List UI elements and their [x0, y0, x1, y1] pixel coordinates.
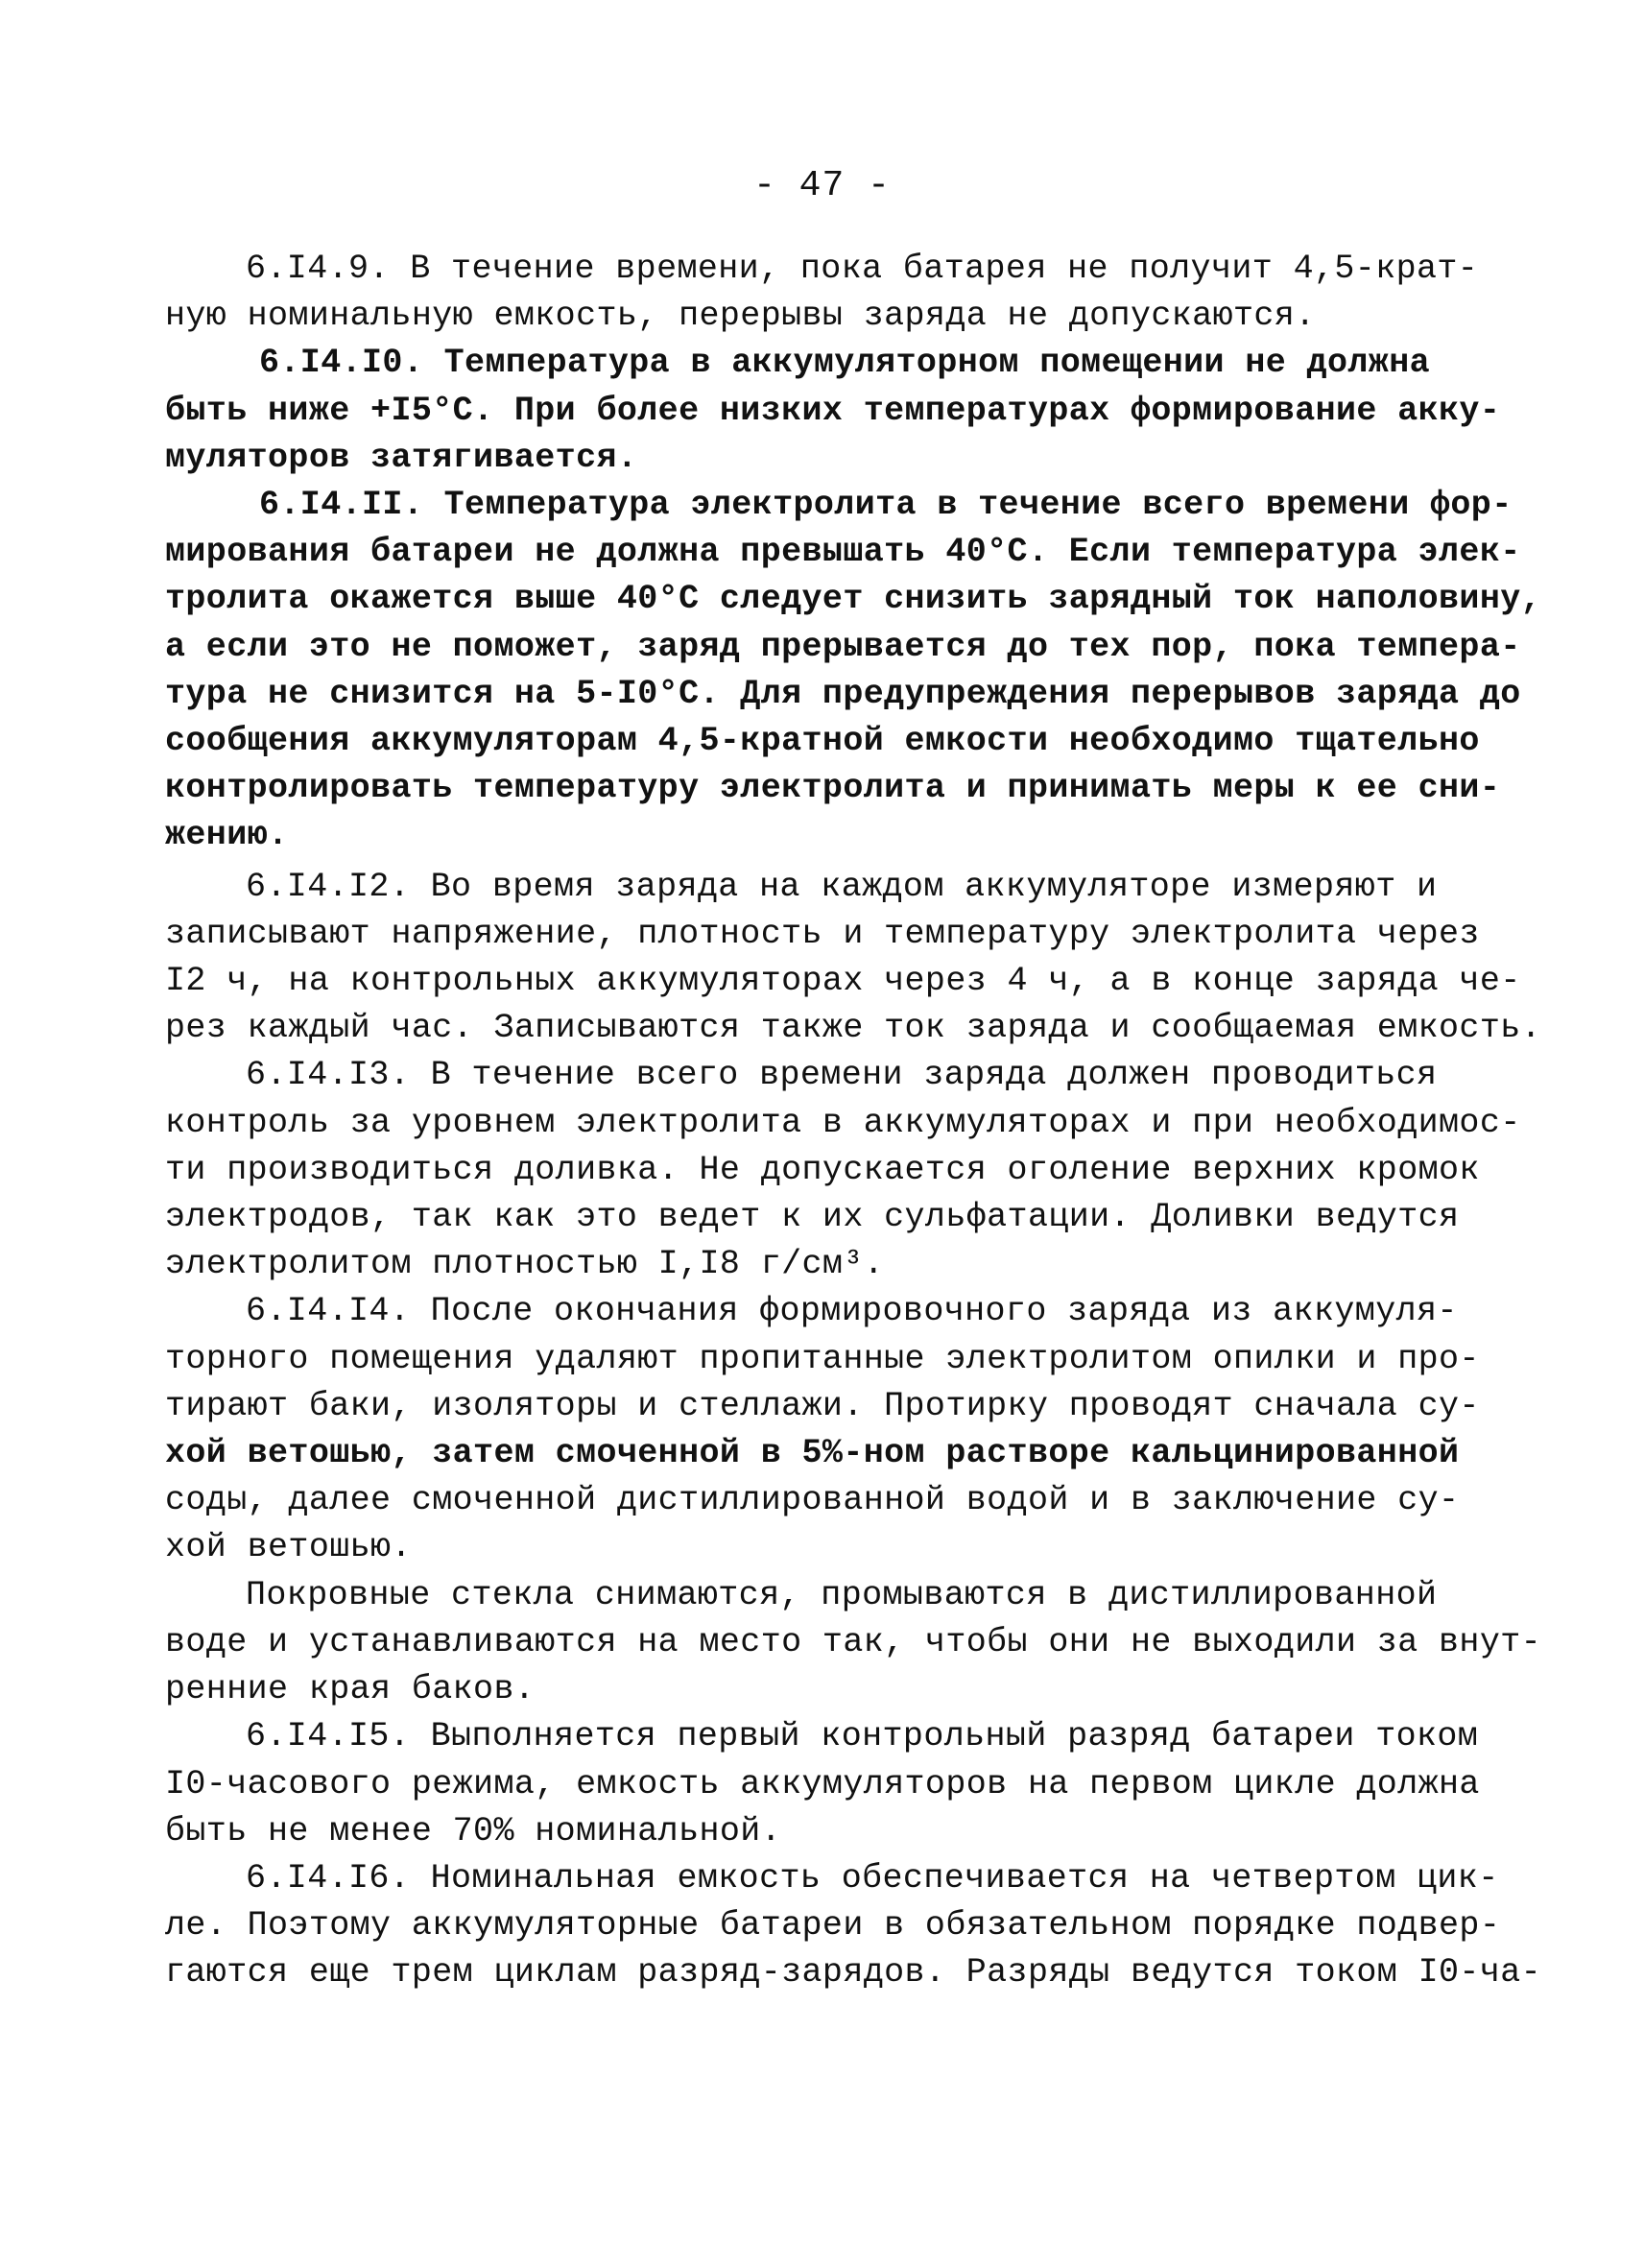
paragraph-6-14-13 — [165, 1052, 1521, 1288]
paragraph-6-14-9 — [165, 246, 1489, 340]
text-line: Покровные стекла снимаются, промываются в дистиллированной — [246, 1575, 1438, 1614]
text-line: тирают баки, изоляторы и стеллажи. Протирку проводят сначала су- — [165, 1386, 1480, 1425]
text-line: электродов, так как это ведет к их сульфатации. Доливки ведутся — [165, 1198, 1460, 1237]
paragraph-6-14-15 — [165, 1713, 1489, 1855]
text-line: 6.I4.I2. Во время заряда на каждом аккумуляторе измеряют и — [246, 867, 1438, 906]
text-line: 6.I4.I5. Выполняется первый контрольный разряд батареи током — [246, 1717, 1479, 1756]
text-line: воде и устанавливаются на место так, чтобы они не выходили за внут- — [165, 1622, 1542, 1661]
text-line: тролита окажется выше 40°С следует снизить зарядный ток наполовину, — [165, 580, 1542, 619]
text-line: хой ветошью, затем смоченной в 5%-ном растворе кальцинированной — [165, 1434, 1460, 1473]
text-line: ную номинальную емкость, перерывы заряда не допускаются. — [165, 297, 1316, 336]
text-line: ти производиться доливка. Не допускается оголение верхних кромок — [165, 1150, 1480, 1189]
text-line: 6.I4.I6. Номинальная емкость обеспечивается на четвертом цик- — [246, 1858, 1499, 1898]
text-line: ле. Поэтому аккумуляторные батареи в обязательном порядке подвер- — [165, 1906, 1501, 1946]
text-line: быть не менее 70% номинальной. — [165, 1811, 782, 1850]
text-line: быть ниже +I5°С. При более низких температурах формирование акку- — [165, 391, 1501, 430]
paragraph-6-14-11 — [165, 482, 1542, 860]
text-line: записывают напряжение, плотность и температуру электролита через — [165, 914, 1480, 953]
text-line: 6.I4.II. Температура электролита в течение всего времени фор- — [259, 486, 1513, 525]
text-line: а если это не поможет, заряд прерывается до тех пор, пока темпера- — [165, 627, 1521, 666]
paragraph-6-14-16 — [165, 1855, 1542, 1997]
text-line: 6.I4.9. В течение времени, пока батарея не получит 4,5-крат- — [246, 250, 1479, 288]
text-line: 6.I4.I4. После окончания формировочного заряда из аккумуля- — [246, 1292, 1458, 1331]
text-line: хой ветошью. — [165, 1528, 412, 1567]
text-line: рез каждый час. Записываются также ток заряда и сообщаемая емкость. — [165, 1009, 1542, 1048]
text-line: электролитом плотностью I,I8 г/см³. — [165, 1245, 885, 1284]
text-line: 6.I4.I3. В течение всего времени заряда должен проводиться — [246, 1056, 1438, 1095]
text-line: гаются еще трем циклам разряд-зарядов. Разряды ведутся током I0-ча- — [165, 1953, 1542, 1993]
text-line: ренние края баков. — [165, 1670, 536, 1709]
text-line: контролировать температуру электролита и принимать меры к ее сни- — [165, 769, 1501, 808]
paragraph-cover-glass — [165, 1572, 1542, 1714]
text-line: сообщения аккумуляторам 4,5-кратной емкости необходимо тщательно — [165, 722, 1480, 761]
paragraph-6-14-12 — [165, 864, 1542, 1053]
document-body — [165, 246, 1542, 1997]
text-line: 6.I4.I0. Температура в аккумуляторном помещении не должна — [259, 344, 1430, 383]
text-line: I2 ч, на контрольных аккумуляторах через 4 ч, а в конце заряда че- — [165, 962, 1521, 1001]
text-line: I0-часового режима, емкость аккумуляторов на первом цикле должна — [165, 1764, 1480, 1803]
text-line: мирования батареи не должна превышать 40°С. Если температура элек- — [165, 533, 1521, 572]
text-line: муляторов затягивается. — [165, 438, 638, 477]
text-line: соды, далее смоченной дистиллированной водой и в заключение су- — [165, 1481, 1460, 1520]
page-number: - 47 - — [753, 165, 891, 206]
paragraph-6-14-10 — [165, 340, 1501, 482]
paragraph-6-14-14 — [165, 1288, 1489, 1571]
text-line: жению. — [165, 816, 289, 855]
text-line: торного помещения удаляют пропитанные электролитом опилки и про- — [165, 1339, 1480, 1378]
text-line: тура не снизится на 5-I0°С. Для предупреждения перерывов заряда до — [165, 674, 1521, 713]
text-line: контроль за уровнем электролита в аккумуляторах и при необходимос- — [165, 1103, 1521, 1142]
